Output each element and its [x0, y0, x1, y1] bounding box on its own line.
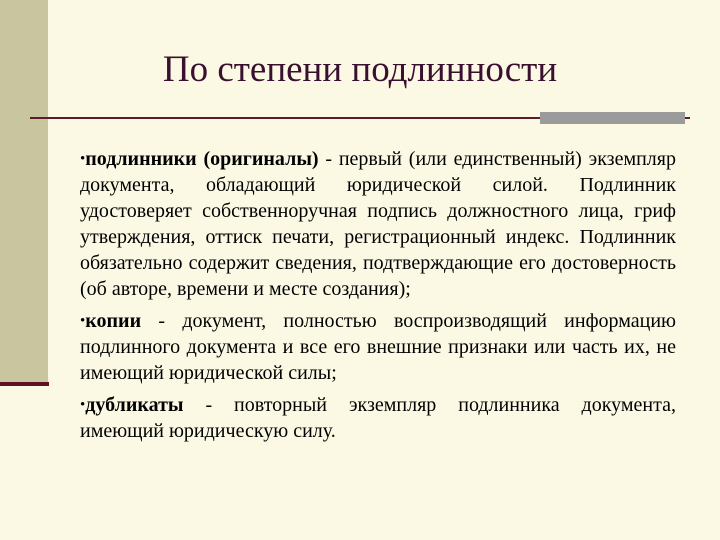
list-item-originals: [80, 146, 676, 302]
bullet-icon: •: [80, 397, 86, 413]
bullet-icon: •: [80, 151, 86, 167]
decorative-side-bar-line: [0, 382, 49, 386]
list-item-duplicates: [80, 392, 676, 444]
term-originals: подлинники (оригиналы): [85, 148, 319, 170]
title-divider-accent: [540, 112, 685, 124]
definition-copies: - документ, полностью воспроизводящий информацию подлинного документа и все его внешние признаки или часть их, не имеющий юридической силы;: [80, 310, 676, 384]
bullet-icon: •: [80, 313, 86, 329]
list-item-copies: [80, 308, 676, 386]
slide-content: [80, 146, 676, 450]
term-duplicates: дубликаты: [85, 394, 184, 416]
term-copies: копии: [85, 310, 142, 332]
definition-originals: - первый (или единственный) экземпляр документа, обладающий юридической силой. Подлинник удостоверяет собственноручная подпись должностного лица, гриф утверждения, оттиск печати, регистрационный индекс. Подлинник обязательно содержит сведения, подтверждающие его достоверность (об авторе, времени и месте создания);: [80, 148, 676, 300]
definition-duplicates: - повторный экземпляр подлинника документа, имеющий юридическую силу.: [80, 394, 676, 442]
decorative-side-bar: [0, 0, 48, 386]
slide-title: По степени подлинности: [162, 49, 558, 90]
